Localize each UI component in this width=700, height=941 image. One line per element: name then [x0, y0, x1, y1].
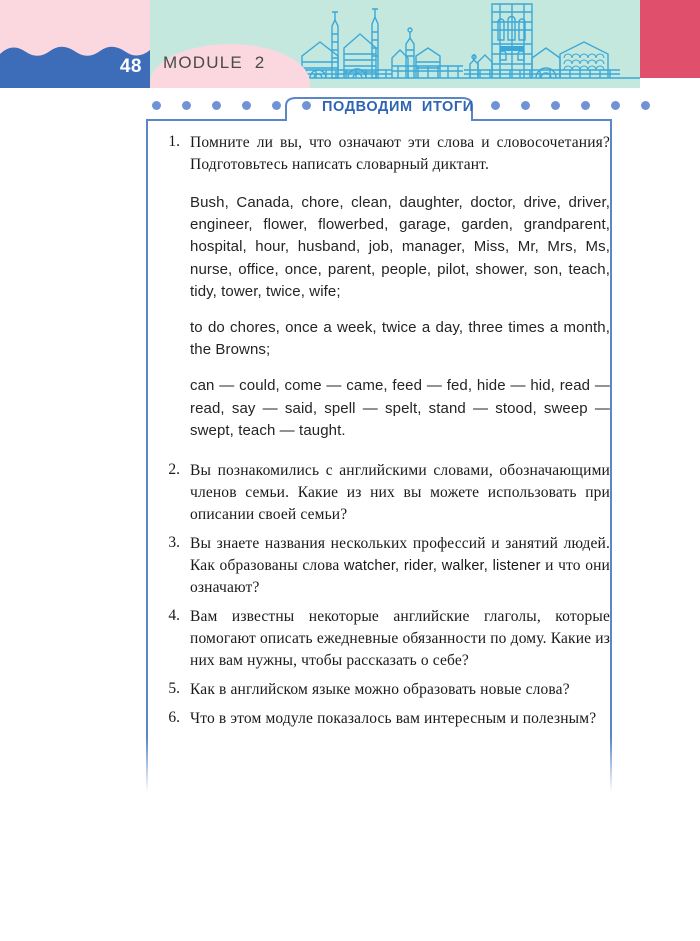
section-banner — [146, 96, 612, 124]
exercise-item-5 — [160, 679, 610, 701]
content-frame-left-border — [146, 120, 148, 792]
exercise-prompt: Как в английском языке можно образовать новые слова? — [190, 680, 570, 698]
exercise-item-1 — [160, 132, 610, 442]
irregular-verb-list: can — could, come — came, feed — fed, hide — hid, read — read, say — said, spell — spelt, stand — stood, sweep — swept, teach — taught. — [190, 377, 610, 439]
exercise-content — [190, 132, 610, 442]
spacer — [160, 442, 610, 460]
banner-dot — [182, 101, 191, 110]
banner-dots-right — [491, 101, 650, 110]
exercise-prompt: Что в этом модуле показалось вам интересным и полезным? — [190, 709, 597, 727]
banner-dot — [272, 101, 281, 110]
exercise-content — [190, 679, 610, 701]
banner-dot — [521, 101, 530, 110]
exercise-prompt-part1: Вы знаете названия нескольких профессий и занятий людей. Как образованы слова — [190, 534, 610, 574]
vocabulary-phrase-list: to do chores, once a week, twice a day, three times a month, the Browns; — [190, 318, 610, 359]
exercise-prompt — [190, 533, 610, 599]
section-title: ПОДВОДИМ ИТОГИ — [322, 99, 474, 115]
banner-dot — [302, 101, 311, 110]
spacer — [160, 599, 610, 606]
content-frame-right-border — [610, 120, 612, 792]
exercise-content — [190, 460, 610, 526]
exercise-number: 6. — [168, 708, 180, 726]
exercise-number: 4. — [168, 606, 180, 624]
banner-dot — [152, 101, 161, 110]
exercise-content — [190, 606, 610, 672]
banner-dot — [212, 101, 221, 110]
exercise-item-2 — [160, 460, 610, 526]
exercise-number: 5. — [168, 679, 180, 697]
spacer — [160, 526, 610, 533]
exercise-content — [190, 708, 610, 730]
exercise-item-3 — [160, 533, 610, 599]
vocabulary-word-list: Bush, Canada, chore, clean, daughter, doctor, drive, driver, engineer, flower, flowerbed, garage, garden, grandparent, hospital, hour, husband, job, manager, Miss, Mr, Mrs, Ms, nurse, office, once, parent, people, pilot, shower, son, teach, tidy, tower, twice, wife; — [190, 194, 610, 300]
header-crimson-block — [640, 0, 700, 78]
banner-dot — [611, 101, 620, 110]
exercise-prompt: Помните ли вы, что означают эти слова и словосочетания? Подготовьтесь написать словарный диктант. — [190, 134, 610, 173]
exercise-prompt: Вам известны некоторые английские глаголы, которые помогают описать ежедневные обязанности по дому. Какие из них вам нужны, чтобы рассказать о себе? — [190, 607, 610, 669]
exercise-prompt: Вы познакомились с английскими словами, обозначающими членов семьи. Какие из них вы можете использовать при описании своей семьи? — [190, 461, 610, 523]
page-number: 48 — [119, 56, 142, 77]
exercise-item-4 — [160, 606, 610, 672]
page-header — [0, 0, 700, 88]
exercise-number: 2. — [168, 460, 180, 478]
banner-dot — [581, 101, 590, 110]
exercise-prompt-part2: и что они означают? — [190, 556, 610, 596]
exercise-english-words: watcher, rider, walker, listener — [344, 557, 541, 574]
banner-dot — [551, 101, 560, 110]
exercise-number: 3. — [168, 533, 180, 551]
banner-dot — [242, 101, 251, 110]
spacer — [160, 701, 610, 708]
exercise-list — [160, 132, 610, 730]
banner-dot — [491, 101, 500, 110]
banner-dots-left — [152, 101, 311, 110]
module-label: MODULE 2 — [163, 53, 266, 72]
exercise-item-6 — [160, 708, 610, 730]
exercise-number: 1. — [168, 133, 180, 150]
banner-dot — [641, 101, 650, 110]
spacer — [160, 672, 610, 679]
city-skyline-icon — [288, 0, 648, 80]
exercise-content — [190, 533, 610, 599]
